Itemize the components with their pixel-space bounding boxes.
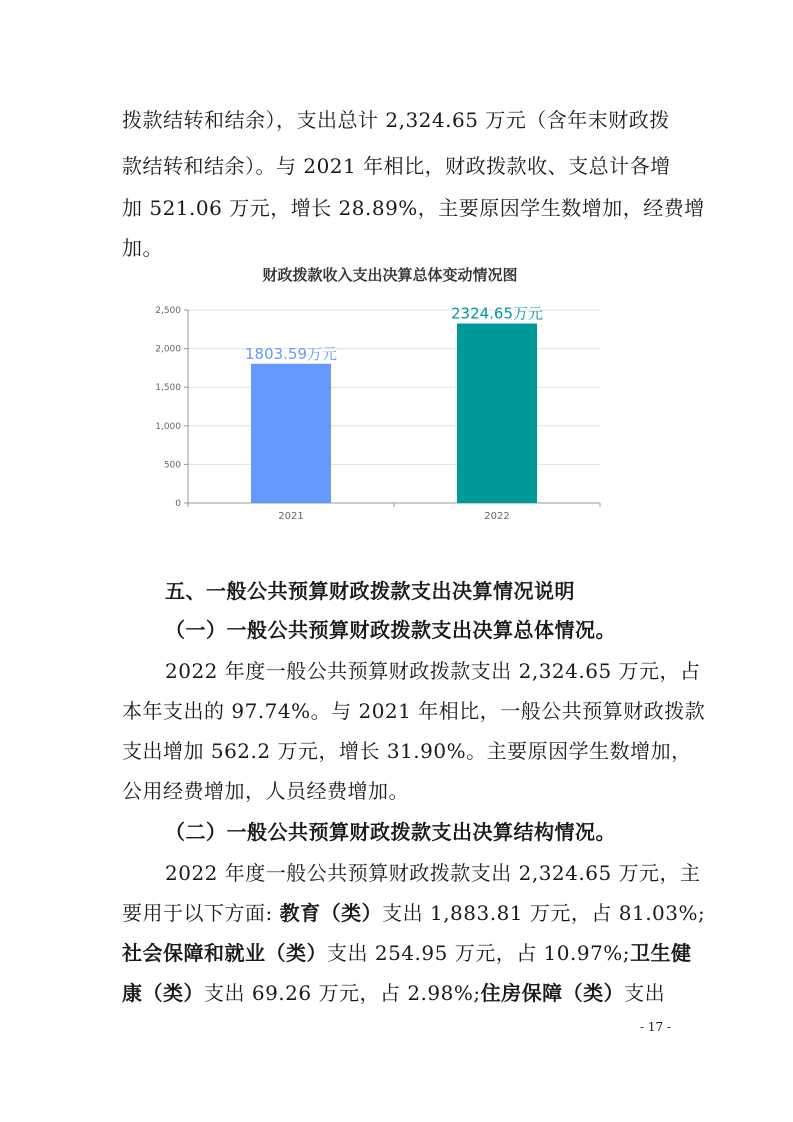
intro-line-1: 拨款结转和结余），支出总计 2,324.65 万元（含年末财政拨 [122,108,670,132]
subsection-1-heading: （一）一般公共预算财政拨款支出决算总体情况。 [165,618,616,642]
bar-2021 [251,364,331,503]
x-tick-label-2021: 2021 [278,511,304,522]
data-label-2022: 2324.65万元 [450,304,544,323]
y-tick-label: 2,500 [155,306,181,316]
sub2-line-4-text-b: 支出 69.26 万元，占 2.98%; [204,981,481,1005]
y-tick-label: 0 [175,499,181,509]
sub2-line-3-text-b: 支出 254.95 万元，占 10.97%; [327,941,631,965]
sub2-line-2 [122,897,705,926]
sub1-line-2: 本年支出的 97.74%。与 2021 年相比，一般公共预算财政拨款 [122,699,706,723]
x-tick-label-2022: 2022 [484,511,510,522]
expenditure-change-chart [130,258,650,528]
category-health-part1: 卫生健 [630,941,692,965]
sub1-line-1: 2022 年度一般公共预算财政拨款支出 2,324.65 万元，占 [165,659,701,683]
sub2-line-4 [122,977,665,1006]
category-social-security: 社会保障和就业（类） [122,941,327,965]
sub2-line-3 [122,937,692,966]
y-tick-label: 2,000 [155,344,181,355]
bar-2022 [457,324,537,503]
subsection-2-heading: （二）一般公共预算财政拨款支出决算结构情况。 [165,820,616,844]
intro-line-4: 加。 [122,236,163,260]
sub2-line-4-text-d: 支出 [624,981,666,1005]
sub2-line-1: 2022 年度一般公共预算财政拨款支出 2,324.65 万元，主 [165,861,701,885]
sub2-line-2-text-a: 要用于以下方面: [122,901,280,925]
category-housing: 住房保障（类） [480,981,625,1005]
sub2-line-2-text-c: 支出 1,883.81 万元，占 81.03%; [382,901,706,925]
data-label-2021: 1803.59万元 [244,344,338,363]
category-health-part2: 康（类） [122,981,204,1005]
category-education: 教育（类） [279,901,383,925]
intro-line-2: 款结转和结余）。与 2021 年相比，财政拨款收、支总计各增 [122,154,671,178]
page-number: - 17 - [640,1020,672,1034]
intro-line-3: 加 521.06 万元，增长 28.89%，主要原因学生数增加，经费增 [122,196,705,220]
y-tick-label: 1,000 [155,421,181,432]
sub1-line-3: 支出增加 562.2 万元，增长 31.90%。主要原因学生数增加， [122,739,692,763]
sub1-line-4: 公用经费增加，人员经费增加。 [122,779,409,803]
y-tick-label: 1,500 [155,383,181,394]
y-tick-label: 500 [163,460,181,471]
chart-svg [130,258,650,528]
chart-title: 财政拨款收入支出决算总体变动情况图 [262,266,518,284]
section-heading: 五、一般公共预算财政拨款支出决算情况说明 [165,579,575,603]
